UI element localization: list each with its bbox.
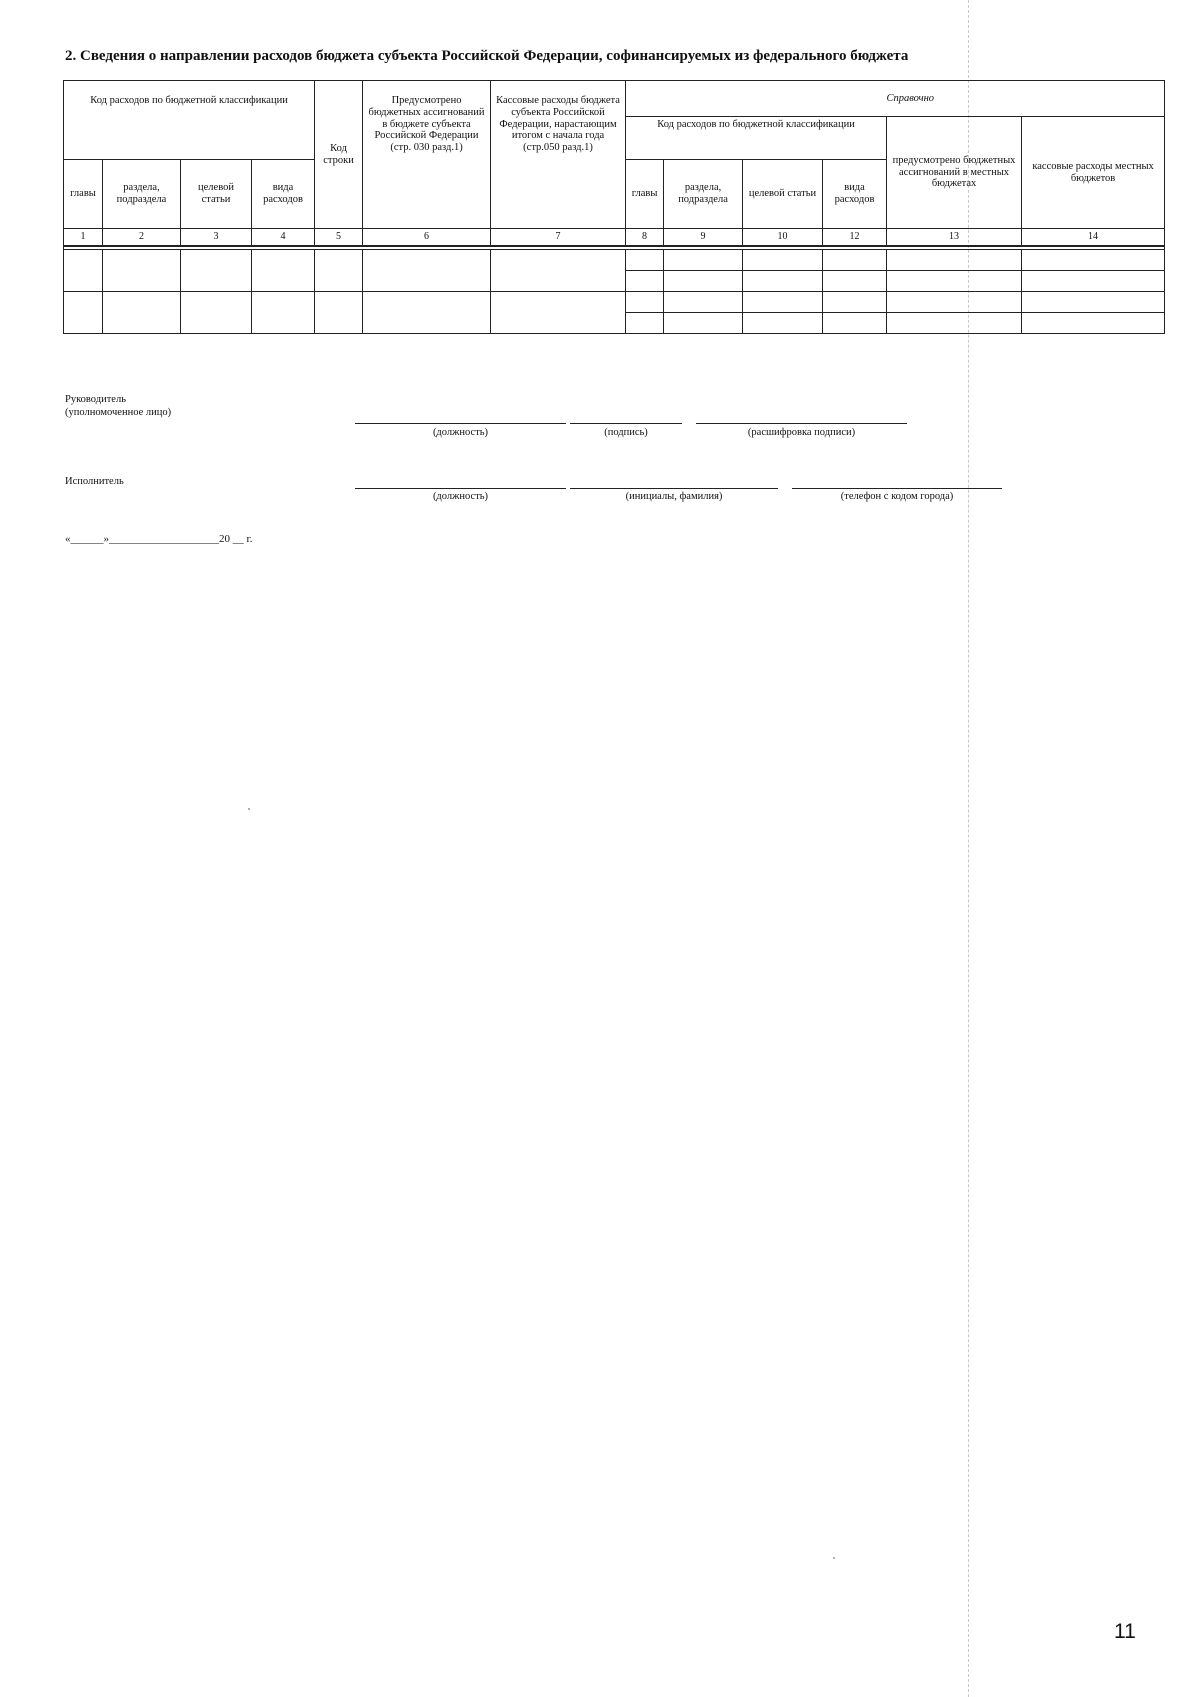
head-decoding-caption: (расшифровка подписи) bbox=[747, 427, 856, 438]
data-cell[interactable] bbox=[887, 292, 1022, 313]
header-ref-expense-type: вида расходов bbox=[823, 160, 887, 229]
header-expense-type: вида расходов bbox=[252, 160, 315, 229]
header-row-code: Код строки bbox=[315, 81, 363, 229]
executor-phone-line[interactable] bbox=[792, 488, 1002, 489]
column-numbers-row bbox=[64, 229, 1165, 247]
executor-position-caption: (должность) bbox=[432, 491, 489, 502]
head-position-caption: (должность) bbox=[432, 427, 489, 438]
data-cell[interactable] bbox=[743, 292, 823, 313]
header-ref-section: раздела, подраздела bbox=[664, 160, 743, 229]
data-cell[interactable] bbox=[743, 271, 823, 292]
head-signature-caption: (подпись) bbox=[604, 427, 648, 438]
data-cell[interactable] bbox=[252, 250, 315, 292]
header-ref-planned-local: предусмотрено бюджетных ассигнований в местных бюджетах bbox=[887, 117, 1022, 229]
executor-phone-caption: (телефон с кодом города) bbox=[840, 491, 954, 502]
column-number: 7 bbox=[491, 229, 626, 247]
data-cell[interactable] bbox=[1022, 313, 1165, 334]
expenses-table bbox=[63, 80, 1165, 334]
header-cash-expenses: Кассовые расходы бюджета субъекта Российской Федерации, нарастающим итогом с начала года (стр.050 разд.1) bbox=[491, 81, 626, 229]
data-cell[interactable] bbox=[626, 313, 664, 334]
data-cell[interactable] bbox=[743, 250, 823, 271]
data-cell[interactable] bbox=[664, 292, 743, 313]
data-cell[interactable] bbox=[252, 292, 315, 334]
data-cell[interactable] bbox=[363, 292, 491, 334]
header-planned-assignments: Предусмотрено бюджетных ассигнований в бюджете субъекта Российской Федерации (стр. 030 разд.1) bbox=[363, 81, 491, 229]
column-number: 2 bbox=[103, 229, 181, 247]
header-section: раздела, подраздела bbox=[103, 160, 181, 229]
column-number: 14 bbox=[1022, 229, 1165, 247]
executor-name-caption: (инициалы, фамилия) bbox=[625, 491, 723, 502]
table-row bbox=[64, 250, 1165, 271]
data-cell[interactable] bbox=[315, 250, 363, 292]
data-cell[interactable] bbox=[887, 250, 1022, 271]
header-ref-budget-code-group: Код расходов по бюджетной классификации bbox=[626, 117, 887, 160]
page-number: 11 bbox=[1114, 1620, 1136, 1643]
data-cell[interactable] bbox=[64, 250, 103, 292]
data-cell[interactable] bbox=[626, 292, 664, 313]
executor-position-line[interactable] bbox=[355, 488, 566, 489]
data-cell[interactable] bbox=[664, 271, 743, 292]
data-cell[interactable] bbox=[626, 250, 664, 271]
head-signature-line[interactable] bbox=[570, 423, 682, 424]
section-title: 2. Сведения о направлении расходов бюджета субъекта Российской Федерации, софинансируемых из федерального бюджета bbox=[65, 48, 909, 64]
data-cell[interactable] bbox=[315, 292, 363, 334]
data-cell[interactable] bbox=[887, 271, 1022, 292]
header-budget-code-group: Код расходов по бюджетной классификации bbox=[64, 81, 315, 160]
column-number: 3 bbox=[181, 229, 252, 247]
data-cell[interactable] bbox=[823, 250, 887, 271]
data-cell[interactable] bbox=[1022, 250, 1165, 271]
head-label: Руководитель (уполномоченное лицо) bbox=[65, 394, 172, 419]
table-row bbox=[64, 292, 1165, 313]
head-decoding-line[interactable] bbox=[696, 423, 907, 424]
column-number: 12 bbox=[823, 229, 887, 247]
data-cell[interactable] bbox=[887, 313, 1022, 334]
data-cell[interactable] bbox=[743, 313, 823, 334]
date-line: «______»____________________20 __ г. bbox=[65, 533, 253, 545]
data-cell[interactable] bbox=[823, 292, 887, 313]
executor-label: Исполнитель bbox=[65, 476, 124, 487]
column-number: 5 bbox=[315, 229, 363, 247]
header-reference: Справочно bbox=[626, 81, 1165, 117]
data-cell[interactable] bbox=[363, 250, 491, 292]
data-cell[interactable] bbox=[64, 292, 103, 334]
scan-speck bbox=[248, 808, 250, 810]
column-number: 10 bbox=[743, 229, 823, 247]
data-cell[interactable] bbox=[103, 292, 181, 334]
column-number: 1 bbox=[64, 229, 103, 247]
data-cell[interactable] bbox=[823, 313, 887, 334]
header-ref-chapter: главы bbox=[626, 160, 664, 229]
head-position-line[interactable] bbox=[355, 423, 566, 424]
data-cell[interactable] bbox=[491, 292, 626, 334]
header-ref-cash-local: кассовые расходы местных бюджетов bbox=[1022, 117, 1165, 229]
executor-name-line[interactable] bbox=[570, 488, 778, 489]
scan-speck bbox=[833, 1557, 835, 1559]
data-cell[interactable] bbox=[103, 250, 181, 292]
column-number: 9 bbox=[664, 229, 743, 247]
data-cell[interactable] bbox=[491, 250, 626, 292]
data-cell[interactable] bbox=[664, 250, 743, 271]
data-cell[interactable] bbox=[1022, 292, 1165, 313]
column-number: 8 bbox=[626, 229, 664, 247]
data-cell[interactable] bbox=[181, 250, 252, 292]
data-cell[interactable] bbox=[823, 271, 887, 292]
column-number: 13 bbox=[887, 229, 1022, 247]
header-ref-target-article: целевой статьи bbox=[743, 160, 823, 229]
data-cell[interactable] bbox=[664, 313, 743, 334]
column-number: 6 bbox=[363, 229, 491, 247]
data-cell[interactable] bbox=[181, 292, 252, 334]
column-number: 4 bbox=[252, 229, 315, 247]
data-cell[interactable] bbox=[626, 271, 664, 292]
data-cell[interactable] bbox=[1022, 271, 1165, 292]
header-target-article: целевой статьи bbox=[181, 160, 252, 229]
header-chapter: главы bbox=[64, 160, 103, 229]
